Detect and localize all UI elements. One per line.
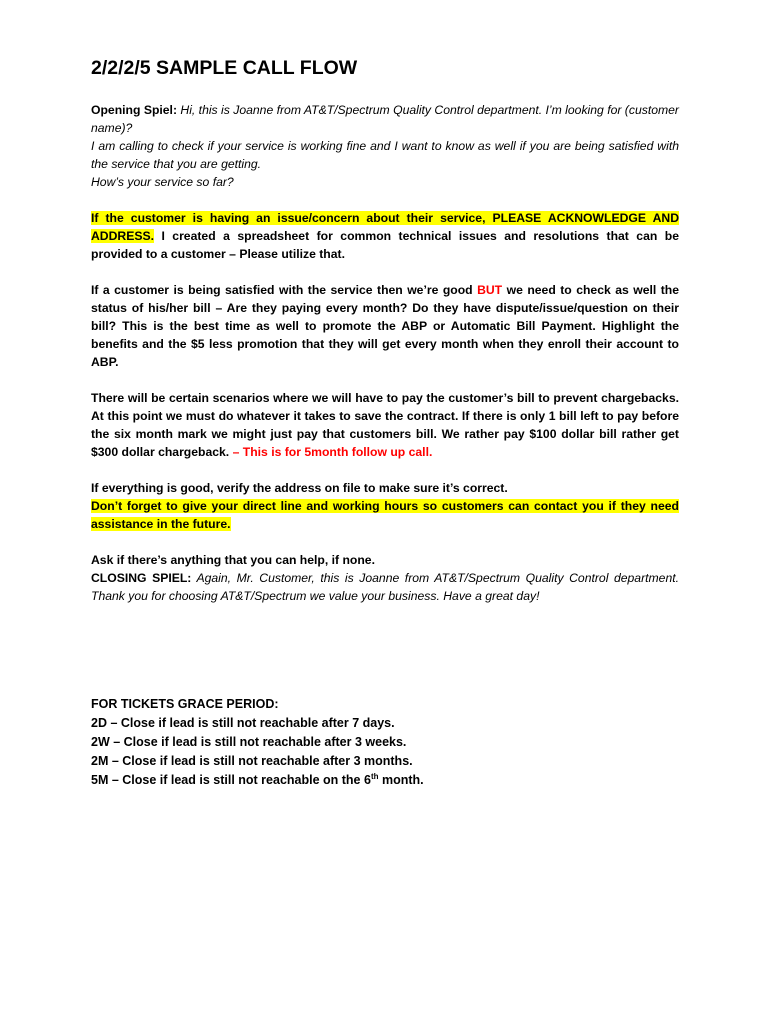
satisfied-text-after: we need to check as well the status of his/her bill – Are they paying every month? Do they have dispute/issue/question on their bill? This is the best time as well to promote the ABP or Automatic Bill Payment. Highlight the benefits and the $5 less promotion that they will get every month when they enroll their account to ABP.: [91, 283, 679, 369]
closing-ask-line: Ask if there’s anything that you can help, if none.: [91, 553, 375, 567]
verify-paragraph: [91, 479, 679, 533]
grace-item-2w: 2W – Close if lead is still not reachable after 3 weeks.: [91, 735, 407, 749]
opening-label: Opening Spiel:: [91, 103, 177, 117]
verify-highlight: Don’t forget to give your direct line and working hours so customers can contact you if they need assistance in the future.: [91, 499, 679, 531]
scenarios-paragraph: [91, 389, 679, 461]
verify-line-1: If everything is good, verify the address on file to make sure it’s correct.: [91, 481, 508, 495]
opening-line-2: I am calling to check if your service is working fine and I want to know as well if you are being satisfied with the service that you are getting.: [91, 139, 679, 171]
satisfied-text-before: If a customer is being satisfied with the service then we’re good: [91, 283, 478, 297]
grace-period-heading: FOR TICKETS GRACE PERIOD:: [91, 697, 279, 711]
grace-item-5m-sup: th: [370, 771, 379, 781]
satisfied-paragraph: [91, 281, 679, 371]
grace-item-5m: [91, 771, 679, 790]
page-title: 2/2/2/5 SAMPLE CALL FLOW: [91, 57, 358, 79]
grace-item-2m: 2M – Close if lead is still not reachable after 3 months.: [91, 754, 413, 768]
opening-line-1: Hi, this is Joanne from AT&T/Spectrum Quality Control department. I’m looking for (customer name)?: [91, 103, 679, 135]
opening-line-3: How’s your service so far?: [91, 175, 234, 189]
grace-item-5m-before: 5M – Close if lead is still not reachable on the 6: [91, 773, 371, 787]
closing-label: CLOSING SPIEL:: [91, 571, 192, 585]
grace-item-5m-after: month.: [378, 773, 424, 787]
issue-highlight: If the customer is having an issue/concern about their service, PLEASE ACKNOWLEDGE AND ADDRESS.: [91, 211, 679, 243]
issue-paragraph: [91, 209, 679, 263]
document-content: [91, 56, 679, 790]
scenarios-note: – This is for 5month follow up call.: [229, 445, 433, 459]
grace-item-2d: 2D – Close if lead is still not reachable after 7 days.: [91, 716, 395, 730]
closing-text: Again, Mr. Customer, this is Joanne from AT&T/Spectrum Quality Control department. Thank you for choosing AT&T/Spectrum we value your business. Have a great day!: [91, 571, 679, 603]
satisfied-emphasis: BUT: [477, 283, 503, 297]
grace-period-section: [91, 695, 679, 790]
closing-paragraph: [91, 551, 679, 605]
issue-rest: I created a spreadsheet for common technical issues and resolutions that can be provided to a customer – Please utilize that.: [91, 229, 679, 261]
scenarios-text: There will be certain scenarios where we will have to pay the customer’s bill to prevent chargebacks. At this point we must do whatever it takes to save the contract. If there is only 1 bill left to pay before the six month mark we might just pay that customers bill. We rather pay $100 dollar bill rather get $300 dollar chargeback.: [91, 391, 679, 459]
opening-paragraph: [91, 101, 679, 191]
